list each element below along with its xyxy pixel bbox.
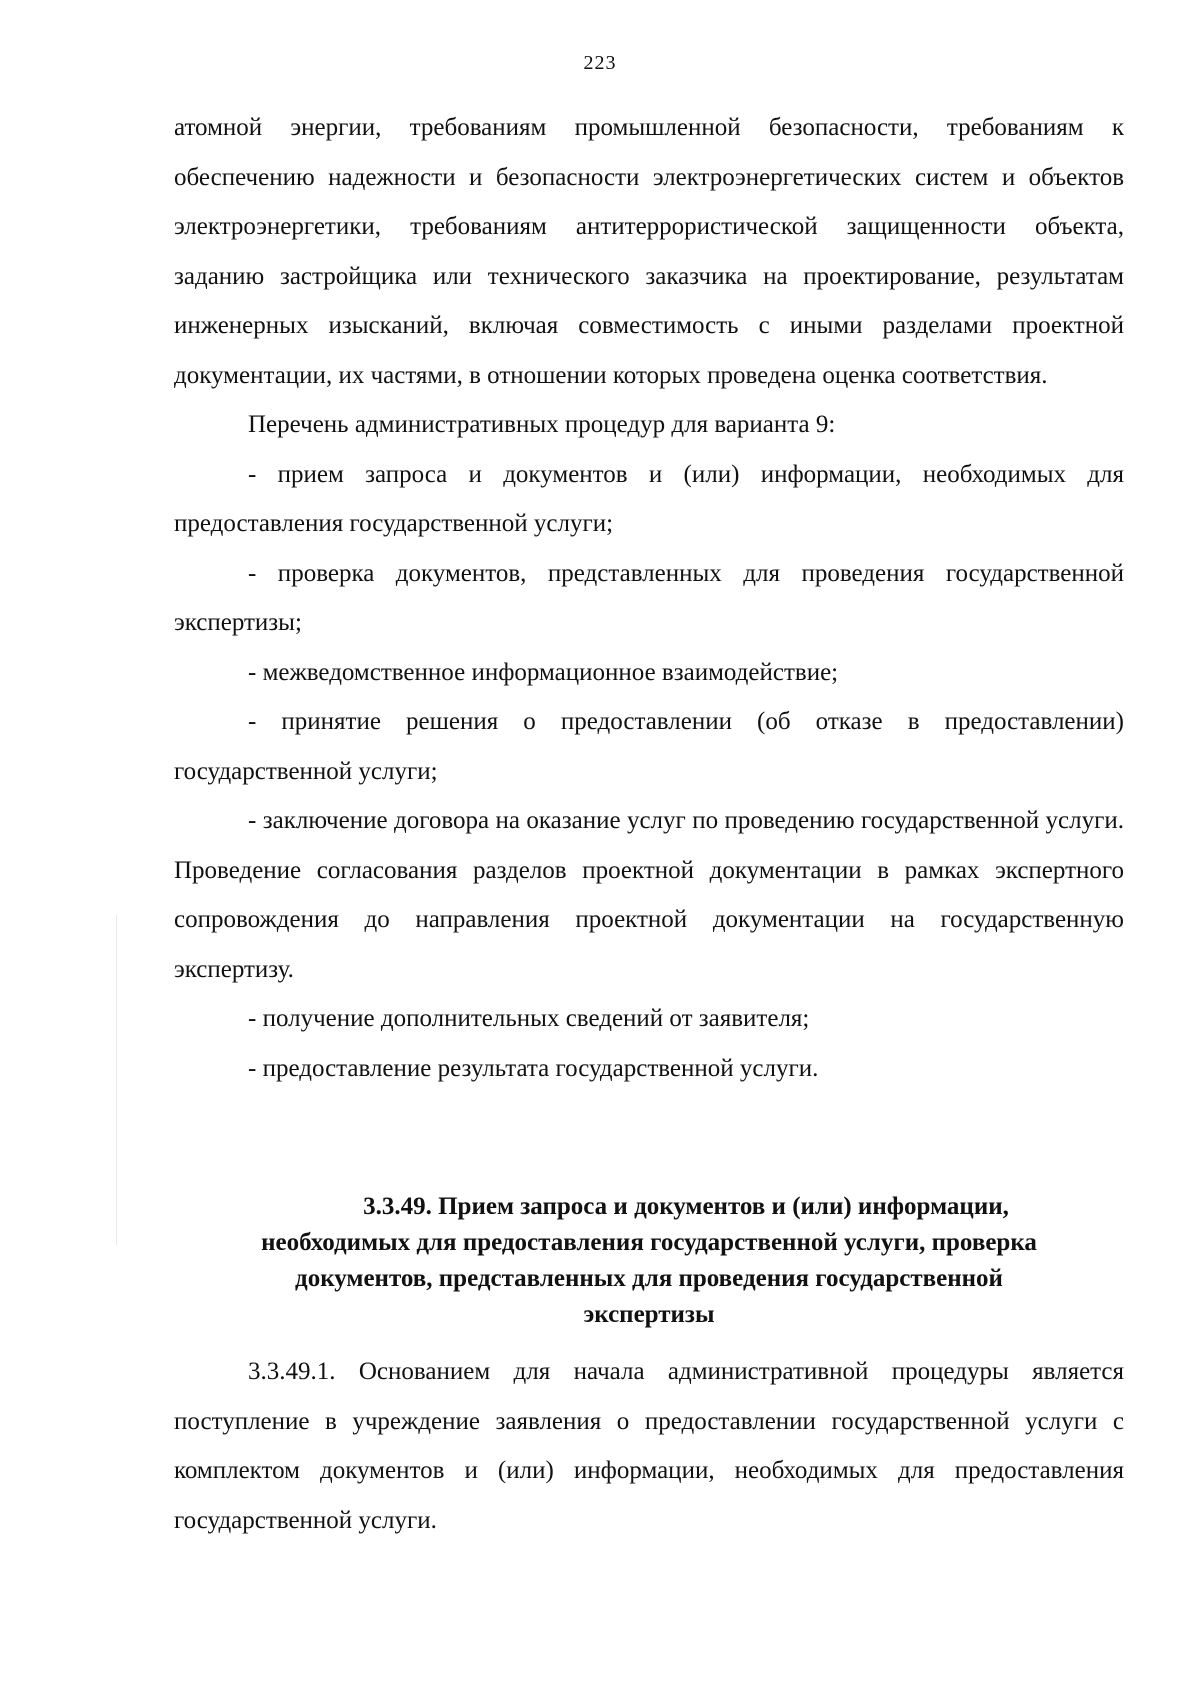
- procedure-item: - принятие решения о предоставлении (об отказе в предоставлении) государственной услуги;: [174, 708, 1124, 785]
- scan-margin-line: [116, 915, 117, 1245]
- section-text: [174, 1347, 1124, 1545]
- procedures-intro: Перечень административных процедур для варианта 9:: [248, 411, 836, 438]
- page-number: 223: [583, 52, 617, 74]
- procedure-item: - предоставление результата государственной услуги.: [248, 1054, 819, 1082]
- section-heading-line: необходимых для предоставления государственной услуги, проверка: [261, 1229, 1037, 1256]
- procedure-item: - заключение договора на оказание услуг по проведению государственной услуги. Проведение согласования разделов проектной документации в рамках экспертного сопровождения до направления проектной документации на государственную экспертизу.: [174, 807, 1124, 983]
- section-heading-line: документов, представленных для проведения государственной: [295, 1265, 1003, 1292]
- procedure-item: - межведомственное информационное взаимодействие;: [248, 658, 839, 686]
- body-text: [174, 103, 1124, 1093]
- procedure-item: - получение дополнительных сведений от заявителя;: [248, 1005, 810, 1032]
- section-heading-line: 3.3.49. Прием запроса и документов и (или) информации,: [363, 1193, 1009, 1220]
- section-paragraph: 3.3.49.1. Основанием для начала административной процедуры является поступление в учреждение заявления о предоставлении государственной услуги с комплектом документов и (или) информации, необходимых для предоставления государственной услуги.: [174, 1358, 1124, 1534]
- procedure-item: - проверка документов, представленных для проведения государственной экспертизы;: [174, 559, 1124, 636]
- procedure-item: - прием запроса и документов и (или) информации, необходимых для предоставления государственной услуги;: [174, 460, 1124, 537]
- paragraph-continuation: атомной энергии, требованиям промышленной безопасности, требованиям к обеспечению надежности и безопасности электроэнергетических систем и объектов электроэнергетики, требованиям антитеррористической защищенности объекта, заданию застройщика или технического заказчика на проектирование, результатам инженерных изысканий, включая совместимость с иными разделами проектной документации, их частями, в отношении которых проведена оценка соответствия.: [174, 114, 1124, 389]
- section-heading-line: экспертизы: [583, 1301, 715, 1328]
- section-heading: [174, 1189, 1124, 1333]
